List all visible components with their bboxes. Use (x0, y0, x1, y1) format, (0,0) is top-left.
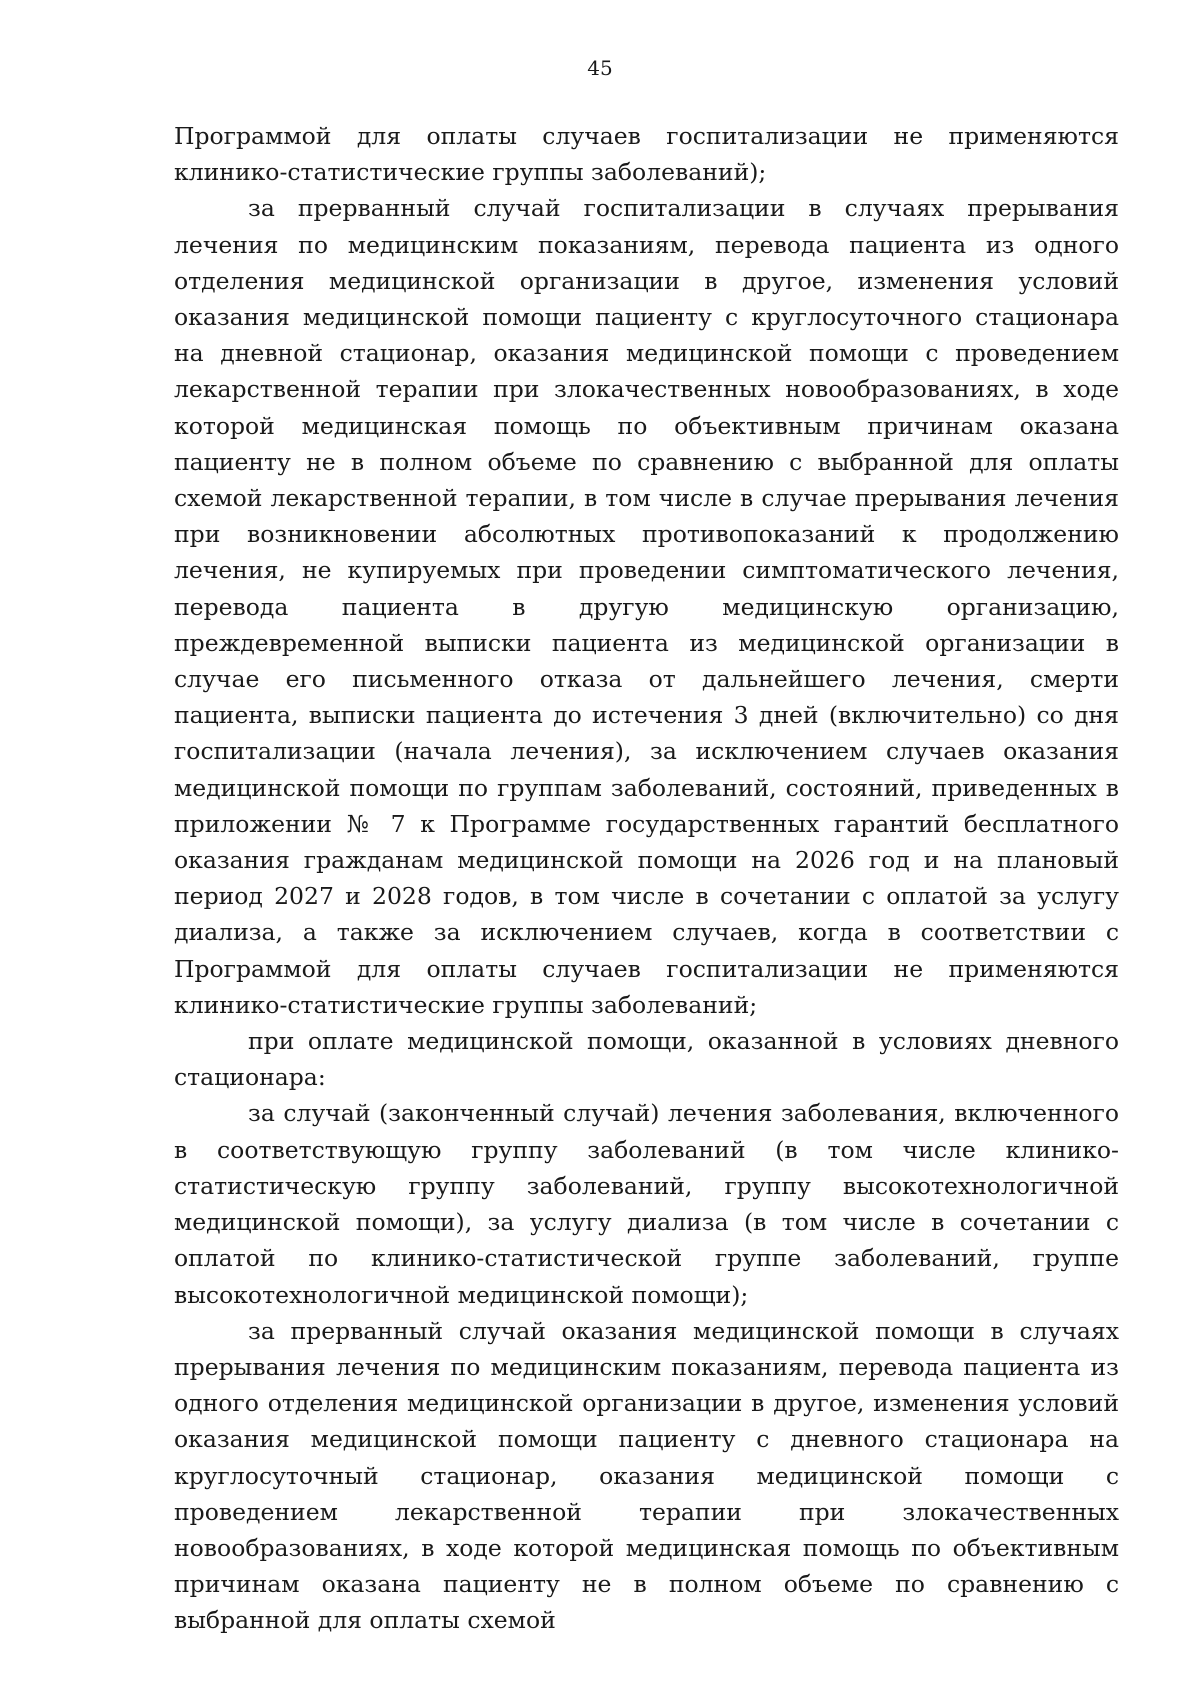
paragraph-interrupted-day-care: за прерванный случай оказания медицинской помощи в случаях прерывания лечения по медицинским показаниям, перевода пациента из одного отделения медицинской организации в другое, изменения условий оказания медицинской помощи пациенту с дневного стационара на круглосуточный стационар, оказания медицинской помощи с проведением лекарственной терапии при злокачественных новообразованиях, в ходе которой медицинская помощь по объективным причинам оказана пациенту не в полном объеме по сравнению с выбранной для оплаты схемой (174, 1316, 1119, 1635)
paragraph-day-hospital-intro: при оплате медицинской помощи, оказанной в условиях дневного стационара: (174, 1027, 1119, 1092)
paragraph-continuation: Программой для оплаты случаев госпитализации не применяются клинико-статистические группы заболеваний); (174, 122, 1119, 187)
page-number: 45 (587, 56, 613, 80)
paragraph-interrupted-hospitalization: за прерванный случай госпитализации в случаях прерывания лечения по медицинским показаниям, перевода пациента из одного отделения медицинской организации в другое, изменения условий оказания медицинской помощи пациенту с круглосуточного стационара на дневной стационар, оказания медицинской помощи с проведением лекарственной терапии при злокачественных новообразованиях, в ходе которой медицинская помощь по объективным причинам оказана пациенту не в полном объеме по сравнению с выбранной для оплаты схемой лекарственной терапии, в том числе в случае прерывания лечения при возникновении абсолютных противопоказаний к продолжению лечения, не купируемых при проведении симптоматического лечения, перевода пациента в другую медицинскую организацию, преждевременной выписки пациента из медицинской организации в случае его письменного отказа от дальнейшего лечения, смерти пациента, выписки пациента до истечения 3 дней (включительно) со дня госпитализации (начала лечения), за исключением случаев оказания медицинской помощи по группам заболеваний, состояний, приведенных в приложении № 7 к Программе государственных гарантий бесплатного оказания гражданам медицинской помощи на 2026 год и на плановый период 2027 и 2028 годов, в том числе в сочетании с оплатой за услугу диализа, а также за исключением случаев, когда в соответствии с Программой для оплаты случаев госпитализации не применяются клинико-статистические группы заболеваний; (174, 194, 1119, 1019)
document-body (174, 118, 1119, 1639)
paragraph-completed-case: за случай (законченный случай) лечения заболевания, включенного в соответствующую группу заболеваний (в том числе клинико-статистическую группу заболеваний, группу высокотехнологичной медицинской помощи), за услугу диализа (в том числе в сочетании с оплатой по клинико-статистической группе заболеваний, группе высокотехнологичной медицинской помощи); (174, 1099, 1119, 1309)
